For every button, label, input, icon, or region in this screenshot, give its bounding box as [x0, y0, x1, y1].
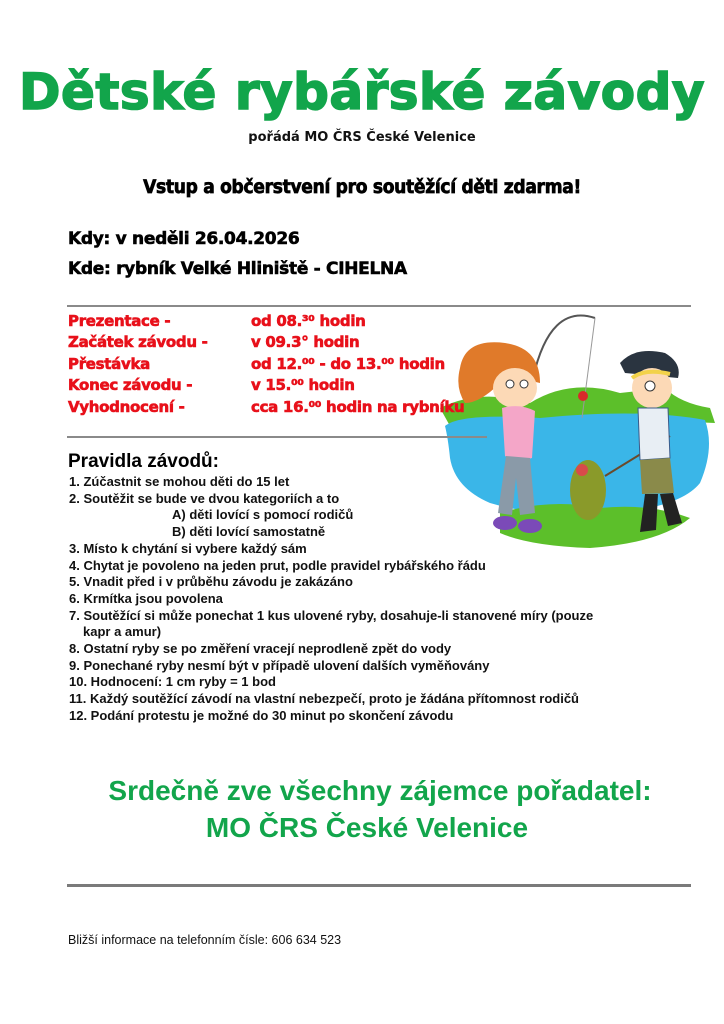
- divider-bottom: [67, 884, 691, 887]
- rule-item: 1. Zúčastnit se mohou děti do 15 let: [69, 474, 290, 489]
- schedule-row: [68, 332, 464, 354]
- schedule-value: od 08.³⁰ hodin: [251, 311, 366, 330]
- rule-item: 12. Podání protestu je možné do 30 minut po skončení závodu: [69, 707, 454, 723]
- page-title: Dětské rybářské závody: [19, 63, 705, 121]
- schedule-value: cca 16.⁰⁰ hodin na rybníku: [251, 397, 465, 416]
- invitation-line: Srdečně zve všechny zájemce pořadatel:: [108, 775, 652, 806]
- rule-text-continuation: kapr a amur): [83, 624, 162, 640]
- schedule-label: Přestávka: [68, 354, 150, 373]
- rule-subitem: B) děti lovící samostatně: [172, 524, 326, 540]
- rule-text: 7. Soutěžící si může ponechat 1 kus ulovené ryby, dosahuje-li stanovené míry (pouze: [69, 607, 594, 623]
- entry-notice: Vstup a občerstvení pro soutěžící děti zdarma!: [143, 176, 581, 198]
- divider-schedule: [67, 436, 487, 438]
- rule-item: 9. Ponechané ryby nesmí být v případě ulovení dalších vyměňovány: [69, 657, 490, 673]
- schedule-label: Začátek závodu -: [68, 333, 208, 352]
- schedule-label: Prezentace -: [68, 311, 171, 330]
- rule-item: 6. Krmítka jsou povolena: [69, 590, 223, 606]
- rule-item: 10. Hodnocení: 1 cm ryby = 1 bod: [69, 674, 276, 690]
- schedule-value: v 09.3° hodin: [251, 333, 360, 352]
- schedule-label: Konec závodu -: [68, 376, 193, 395]
- organizer-subtitle: pořádá MO ČRS České Velenice: [248, 130, 476, 145]
- schedule-table: [68, 310, 464, 418]
- organizer-name: MO ČRS České Velenice: [205, 812, 529, 843]
- schedule-row: [68, 353, 464, 375]
- schedule-row: [68, 310, 464, 332]
- schedule-value: od 12.⁰⁰ - do 13.⁰⁰ hodin: [251, 354, 445, 373]
- rule-item: 5. Vnadit před i v průběhu závodu je zakázáno: [69, 574, 353, 590]
- schedule-row: [68, 375, 464, 397]
- schedule-row: [68, 396, 464, 418]
- rule-item: 3. Místo k chytání si vybere každý sám: [69, 540, 307, 556]
- event-date: Kdy: v neděli 26.04.2026: [68, 229, 300, 249]
- rules-heading: Pravidla závodů:: [68, 451, 219, 472]
- rule-item: 11. Každý soutěžící závodí na vlastní nebezpečí, proto je žádána přítomnost rodičů: [69, 691, 580, 707]
- divider-top: [67, 305, 691, 307]
- rule-item: 4. Chytat je povoleno na jeden prut, podle pravidel rybářského řádu: [69, 557, 486, 573]
- rule-item: 2. Soutěžit se bude ve dvou kategoriích a to: [69, 490, 340, 506]
- contact-info: Bližší informace na telefonním čísle: 606 634 523: [68, 933, 342, 947]
- rules-list: [69, 474, 689, 725]
- schedule-label: Vyhodnocení -: [68, 397, 185, 416]
- event-location: Kde: rybník Velké Hliniště - CIHELNA: [68, 259, 407, 279]
- schedule-value: v 15.⁰⁰ hodin: [251, 376, 355, 395]
- rule-item: 8. Ostatní ryby se po změření vracejí neprodleně zpět do vody: [69, 641, 452, 657]
- rule-subitem: A) děti lovící s pomocí rodičů: [172, 507, 354, 523]
- rule-item: [69, 608, 689, 641]
